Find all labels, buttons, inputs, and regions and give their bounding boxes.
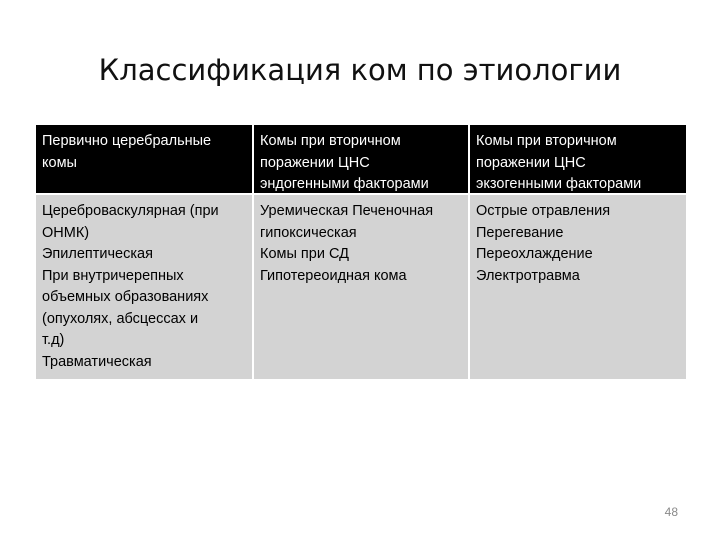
header-line: Комы при вторичном [260, 133, 401, 149]
cell-line: (опухолях, абсцессах и [42, 310, 199, 327]
cell-line: Электротравма [476, 267, 580, 284]
header-line: экзогенными факторами [476, 176, 642, 192]
cell-line: объемных образованиях [42, 289, 209, 305]
page-number: 48 [664, 505, 678, 519]
header-line: Комы при вторичном [476, 133, 617, 149]
body-cell-endogenous [252, 195, 468, 379]
header-cell-endogenous [252, 125, 468, 195]
cell-line: Травматическая [42, 353, 152, 370]
cell-line: Переохлаждение [476, 246, 593, 262]
cell-line: гипоксическая [260, 224, 357, 241]
header-line: эндогенными факторами [260, 176, 429, 192]
cell-line: Цереброваскулярная (при [42, 203, 219, 219]
body-cell-primary [36, 195, 252, 379]
header-line: комы [42, 154, 77, 171]
header-cell-primary [36, 125, 252, 195]
body-cell-exogenous [468, 195, 686, 379]
cell-line: Гипотереоидная кома [260, 267, 407, 284]
cell-line: Острые отравления [476, 203, 611, 219]
slide-title: Классификация ком по этиологии [98, 53, 622, 87]
cell-line: Перегевание [476, 224, 564, 241]
header-cell-exogenous [468, 125, 686, 195]
cell-line: т.д) [42, 332, 65, 348]
cell-line: Уремическая Печеночная [260, 203, 434, 219]
etiology-table [36, 125, 686, 379]
cell-line: Эпилептическая [42, 246, 153, 262]
cell-line: ОНМК) [42, 224, 90, 241]
header-line: поражении ЦНС [476, 154, 586, 171]
header-line: поражении ЦНС [260, 154, 370, 171]
cell-line: Комы при СД [260, 246, 349, 262]
header-line: Первично церебральные [42, 133, 212, 149]
cell-line: При внутричерепных [42, 267, 184, 284]
